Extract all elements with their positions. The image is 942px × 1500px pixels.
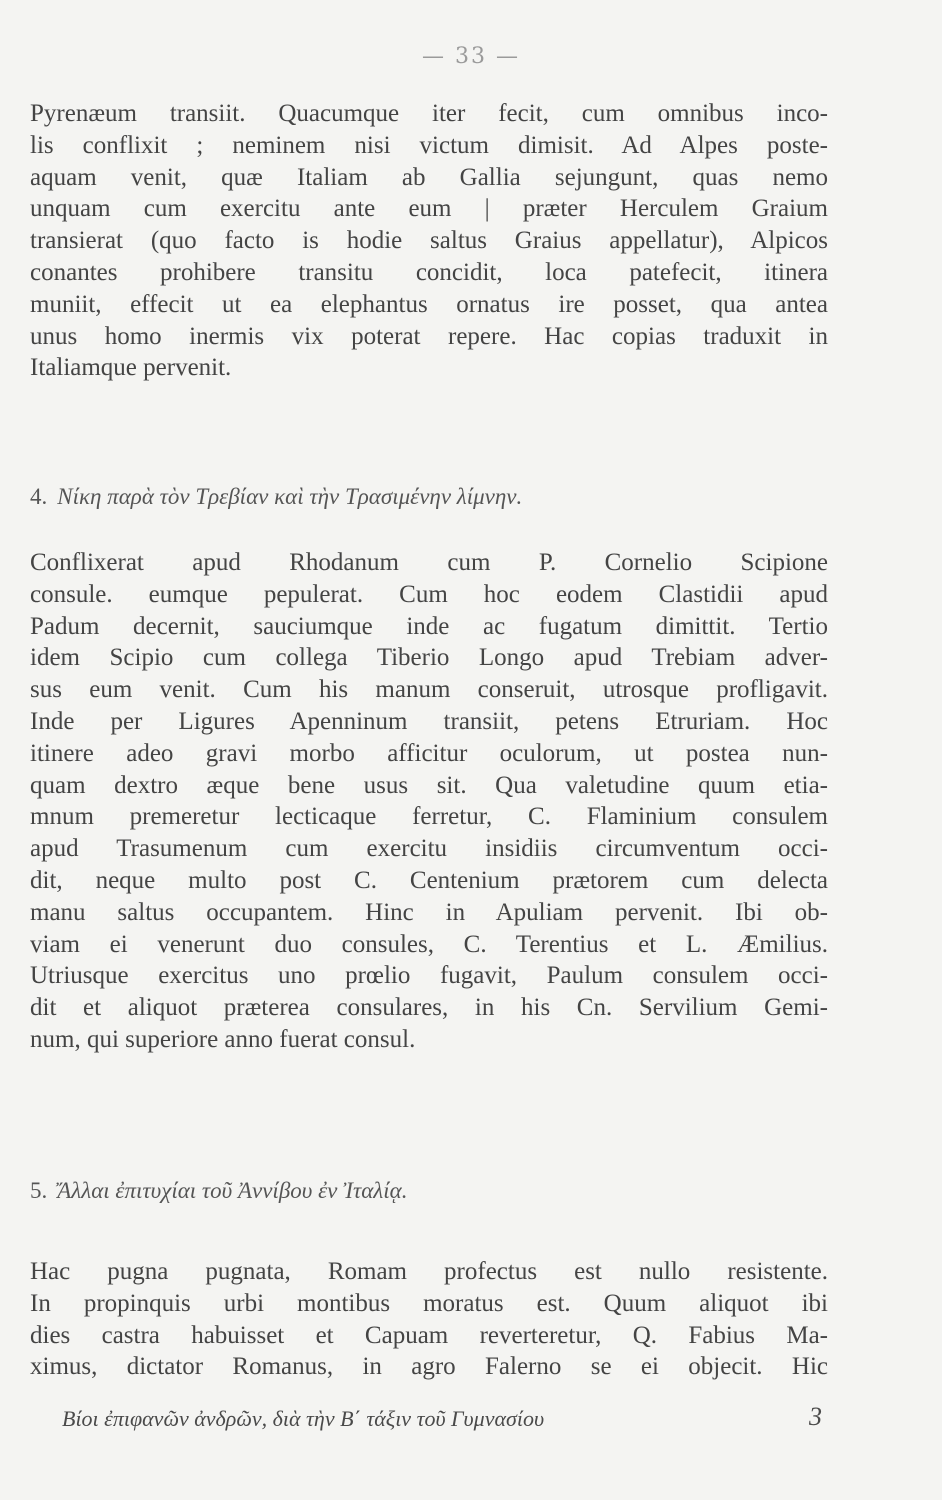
text-line: Utriusque exercitus uno prœlio fugavit, Paulum consulem occi- xyxy=(30,962,828,990)
text-line: num, qui superiore anno fuerat consul. xyxy=(30,1025,416,1053)
text-line: aquam venit, quæ Italiam ab Gallia sejungunt, quas nemo xyxy=(30,163,828,191)
text-line: unquam cum exercitu ante eum | præter Herculem Graium xyxy=(30,195,828,223)
text-line: lis conflixit ; neminem nisi victum dimisit. Ad Alpes poste- xyxy=(30,131,828,159)
text-line: Conflixerat apud Rhodanum cum P. Cornelio Scipione xyxy=(30,549,828,576)
section-number: 4. xyxy=(30,484,48,509)
text-line: ximus, dictator Romanus, in agro Falerno se ei objecit. Hic xyxy=(30,1353,828,1381)
text-line: dit et aliquot præterea consulares, in his Cn. Servilium Gemi- xyxy=(30,994,828,1022)
section-heading-4 xyxy=(30,484,828,510)
text-line: Pyrenæum transiit. Quacumque iter fecit, cum omnibus inco- xyxy=(30,100,828,127)
text-line: quam dextro æque bene usus sit. Qua valetudine quum etia- xyxy=(30,771,828,799)
paragraph-2 xyxy=(30,547,828,1056)
page-number: — 33 — xyxy=(422,44,520,69)
text-line: transierat (quo facto is hodie saltus Graius appellatur), Alpicos xyxy=(30,227,828,255)
section-number: 5. xyxy=(30,1178,48,1203)
footer-text: Βίοι ἐπιφανῶν ἀνδρῶν, διὰ τὴν Β΄ τάξιν τοῦ Γυμνασίου xyxy=(62,1406,545,1431)
text-line: Padum decernit, sauciumque inde ac fugatum dimittit. Tertio xyxy=(30,612,828,640)
text-line: sus eum venit. Cum his manum conseruit, utrosque profligavit. xyxy=(30,676,828,704)
signature-mark: 3 xyxy=(809,1402,822,1431)
text-line: idem Scipio cum collega Tiberio Longo apud Trebiam adver- xyxy=(30,644,828,672)
text-line: Inde per Ligures Apenninum transiit, petens Etruriam. Hoc xyxy=(30,707,828,735)
text-line: In propinquis urbi montibus moratus est. Quum aliquot ibi xyxy=(30,1289,828,1317)
text-line: dit, neque multo post C. Centenium prætorem cum delecta xyxy=(30,866,828,894)
text-line: muniit, effecit ut ea elephantus ornatus ire posset, qua antea xyxy=(30,290,828,318)
text-line: manu saltus occupantem. Hinc in Apuliam pervenit. Ibi ob- xyxy=(30,898,828,926)
text-line: dies castra habuisset et Capuam reverteretur, Q. Fabius Ma- xyxy=(30,1321,828,1349)
section-title: Νίκη παρὰ τὸν Τρεβίαν καὶ τὴν Τρασιμένην λίμνην. xyxy=(57,484,523,509)
text-line: Italiamque pervenit. xyxy=(30,354,232,382)
text-line: conantes prohibere transitu concidit, loca patefecit, itinera xyxy=(30,258,828,286)
text-line: itinere adeo gravi morbo afficitur oculorum, ut postea nun- xyxy=(30,739,828,767)
section-heading-5 xyxy=(30,1178,828,1204)
text-line: apud Trasumenum cum exercitu insidiis circumventum occi- xyxy=(30,835,828,863)
section-title: Ἄλλαι ἐπιτυχίαι τοῦ Ἀννίβου ἐν Ἰταλίᾳ. xyxy=(57,1178,408,1203)
page-footer xyxy=(62,1402,822,1432)
text-line: unus homo inermis vix poterat repere. Hac copias traduxit in xyxy=(30,322,828,350)
text-line: Hac pugna pugnata, Romam profectus est nullo resistente. xyxy=(30,1258,828,1285)
paragraph-3 xyxy=(30,1256,828,1383)
text-line: viam ei venerunt duo consules, C. Terentius et L. Æmilius. xyxy=(30,930,828,958)
text-line: consule. eumque pepulerat. Cum hoc eodem Clastidii apud xyxy=(30,580,828,608)
text-line: mnum premeretur lecticaque ferretur, C. Flaminium consulem xyxy=(30,803,828,831)
paragraph-1 xyxy=(30,98,828,384)
